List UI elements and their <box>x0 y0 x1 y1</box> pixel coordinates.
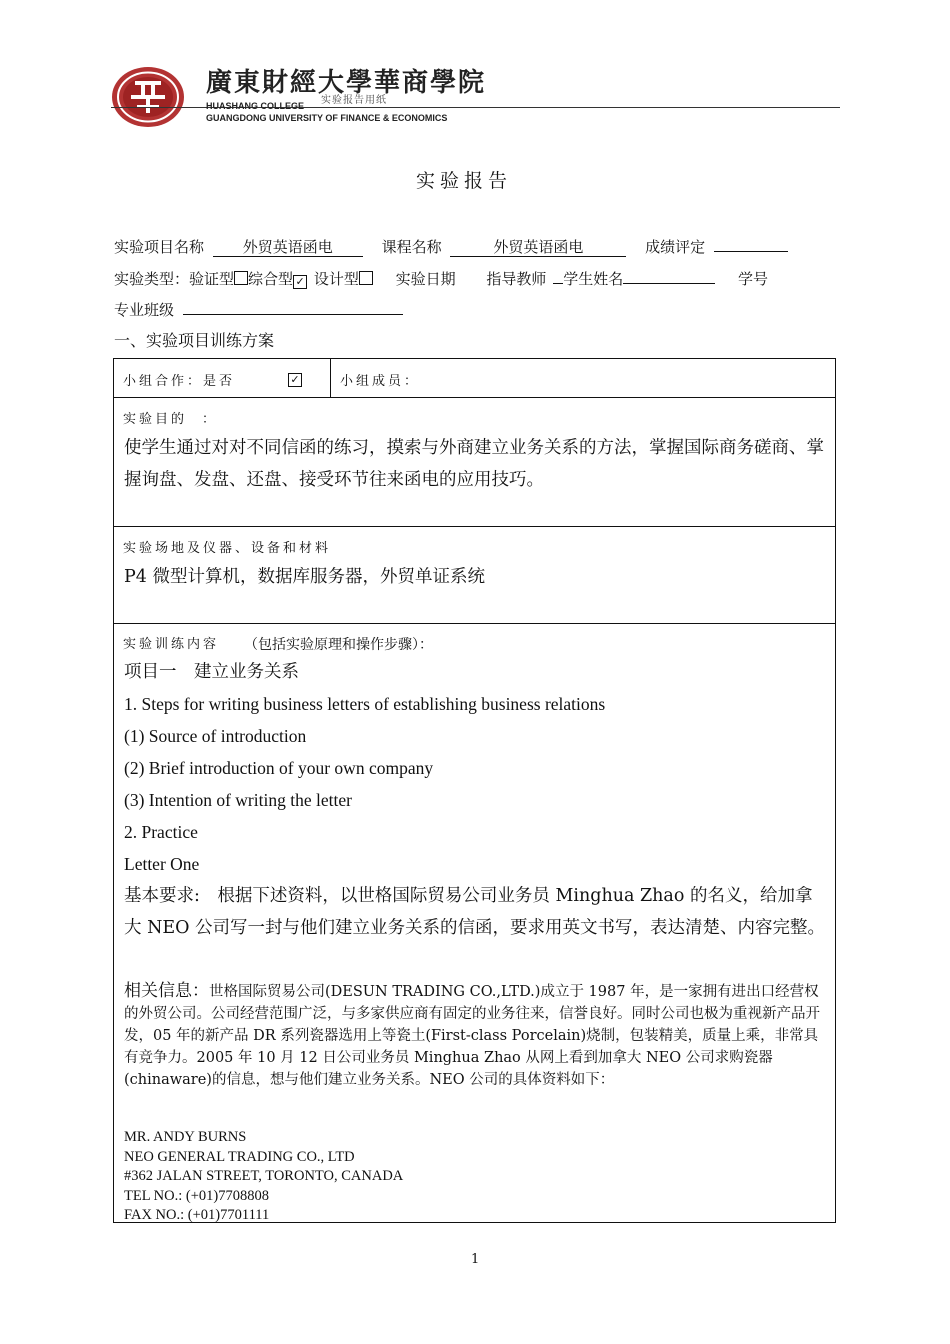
address-line: #362 JALAN STREET, TORONTO, CANADA <box>124 1168 404 1184</box>
page-title: 实验报告 <box>416 170 513 192</box>
item-one-title: 项目一 建立业务关系 <box>124 662 299 682</box>
school-name-en2: GUANGDONG UNIVERSITY OF FINANCE & ECONOMICS <box>206 113 448 123</box>
table-row-equipment <box>114 527 835 624</box>
training-plan-table <box>113 358 836 1223</box>
college-logo <box>111 66 185 128</box>
school-name-en1: HUASHANG COLLEGE <box>206 101 305 111</box>
checkbox-comprehensive[interactable]: ✓ <box>293 275 307 289</box>
header-subtitle: 实验报告用纸 <box>321 95 387 106</box>
table-row-purpose <box>114 398 835 527</box>
table-row-group <box>114 359 835 398</box>
step-source: (1) Source of introduction <box>124 726 307 746</box>
info-line-2 <box>114 268 768 289</box>
address-line: MR. ANDY BURNS <box>124 1129 247 1145</box>
section-title: 一、实验项目训练方案 <box>114 331 275 350</box>
student-label: 学生姓名 <box>563 270 624 288</box>
student-no-label: 学号 <box>738 270 769 288</box>
date-label: 实验日期 <box>395 270 456 288</box>
purpose-label: 实验目的 <box>123 412 188 427</box>
equipment-label: 实验场地及仪器、设备和材料 <box>123 541 332 556</box>
related-info <box>124 980 829 1091</box>
type-design: 设计型 <box>313 270 359 288</box>
project-label: 实验项目名称 <box>114 238 205 256</box>
steps-heading: 1. Steps for writing business letters of establishing business relations <box>124 694 606 714</box>
address-line: FAX NO.: (+01)7701111 <box>124 1207 270 1223</box>
course-value: 外贸英语函电 <box>450 238 626 257</box>
project-value: 外贸英语函电 <box>213 238 363 257</box>
practice-heading: 2. Practice <box>124 822 198 842</box>
address-block <box>124 1128 829 1226</box>
major-value <box>183 314 403 315</box>
grade-value <box>714 251 788 252</box>
content-label: 实验训练内容 <box>123 637 220 652</box>
cell-divider <box>330 359 331 397</box>
address-line: TEL NO.: (+01)7708808 <box>124 1187 269 1204</box>
group-label: 小组合作：是否 <box>123 374 236 389</box>
teacher-label: 指导教师 <box>486 270 547 288</box>
related-info-label: 相关信息： <box>124 981 209 1001</box>
course-label: 课程名称 <box>381 238 442 256</box>
purpose-text: 使学生通过对对不同信函的练习，摸索与外商建立业务关系的方法，掌握国际商务磋商、掌握询盘、发盘、还盘、接受环节往来函电的应用技巧。 <box>124 438 824 490</box>
school-name-cn: 廣東財經大學華商學院 <box>206 68 487 98</box>
step-intention: (3) Intention of writing the letter <box>124 790 352 810</box>
type-verify: 验证型 <box>189 270 235 288</box>
major-label: 专业班级 <box>114 301 175 319</box>
checkbox-group-no[interactable]: ✓ <box>288 373 302 387</box>
grade-label: 成绩评定 <box>645 238 706 256</box>
student-value <box>623 283 715 284</box>
basic-requirement: 基本要求: 根据下述资料，以世格国际贸易公司业务员 Minghua Zhao 的名义，给加拿大 NEO 公司写一封与他们建立业务关系的信函，要求用英文书写，表达清楚、内容完整。 <box>124 886 826 938</box>
equipment-text: P4 微型计算机，数据库服务器，外贸单证系统 <box>124 567 485 587</box>
checkbox-verify[interactable] <box>234 271 248 285</box>
info-line-1 <box>114 236 788 257</box>
type-label: 实验类型： <box>114 270 190 288</box>
page-number: 1 <box>471 1252 480 1267</box>
members-label: 小组成员： <box>340 374 421 389</box>
teacher-value <box>553 283 563 284</box>
related-info-text: 世格国际贸易公司(DESUN TRADING CO.,LTD.)成立于 1987 年，是一家拥有进出口经营权的外贸公司。公司经营范围广泛，与多家供应商有固定的业务往来，信誉良好。同时公司也极为重视新产品开发，05 年的新产品 DR 系列瓷器选用上等瓷土(First-class Porcelain)烧制，包装精美，质量上乘，非常具有竞争力。2005 年 10 月 12 日公司业务员 Minghua Zhao 从网上看到加拿大 NEO 公司求购瓷器(chinaware)的信息，想与他们建立业务关系。NEO 公司的具体资料如下： <box>124 984 820 1088</box>
purpose-colon: ： <box>202 412 219 427</box>
type-comprehensive: 综合型 <box>248 270 294 288</box>
table-row-content <box>114 624 835 1222</box>
step-company: (2) Brief introduction of your own company <box>124 758 434 778</box>
content-label-note: （包括实验原理和操作步骤）： <box>244 637 433 653</box>
info-line-3 <box>114 299 403 320</box>
checkbox-design[interactable] <box>359 271 373 285</box>
letter-one-heading: Letter One <box>124 854 200 874</box>
address-line: NEO GENERAL TRADING CO., LTD <box>124 1148 355 1165</box>
